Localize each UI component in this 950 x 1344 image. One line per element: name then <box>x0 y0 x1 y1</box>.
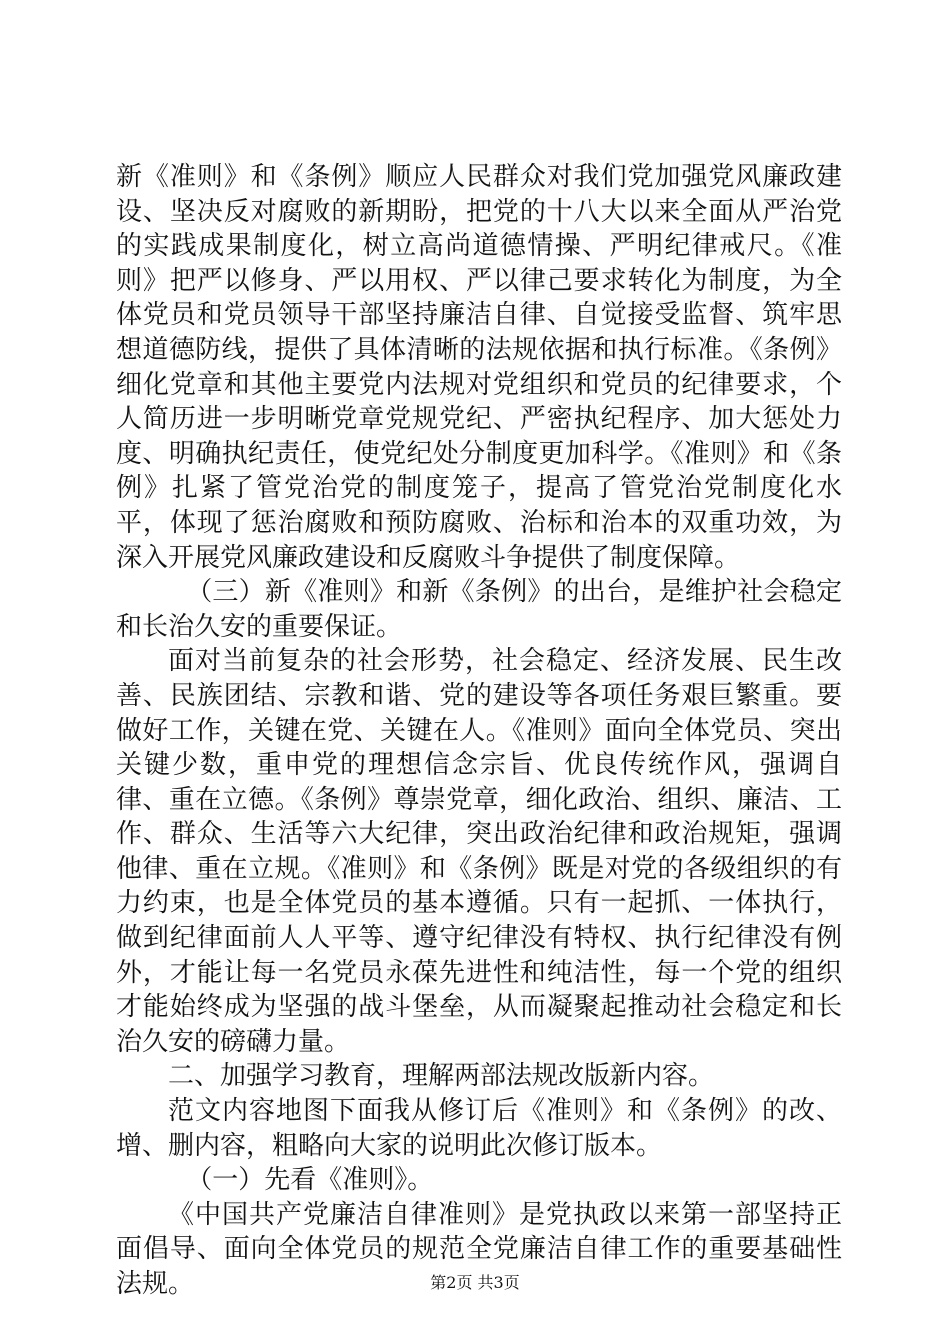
paragraph-1: 新《准则》和《条例》顺应人民群众对我们党加强党风廉政建设、坚决反对腐败的新期盼，把党的十八大以来全面从严治党的实践成果制度化，树立高尚道德情操、严明纪律戒尺。《准则》把严以修身、严以用权、严以律己要求转化为制度，为全体党员和党员领导干部坚持廉洁自律、自觉接受监督、筑牢思想道德防线，提供了具体清晰的法规依据和执行标准。《条例》细化党章和其他主要党内法规对党组织和党员的纪律要求，个人简历进一步明晰党章党规党纪、严密执纪程序、加大惩处力度、明确执纪责任，使党纪处分制度更加科学。《准则》和《条例》扎紧了管党治党的制度笼子，提高了管党治党制度化水平，体现了惩治腐败和预防腐败、治标和治本的双重功效，为深入开展党风廉政建设和反腐败斗争提供了制度保障。 <box>116 162 842 573</box>
subsection-heading-1: （一）先看《准则》。 <box>186 1165 434 1196</box>
paragraph-7: 《中国共产党廉洁自律准则》是党执政以来第一部坚持正面倡导、面向全体党员的规范全党廉洁自律工作的重要基础性法规。 <box>116 1199 842 1299</box>
paragraph-3: 面对当前复杂的社会形势，社会稳定、经济发展、民生改善、民族团结、宗教和谐、党的建设等各项任务艰巨繁重。要做好工作，关键在党、关键在人。《准则》面向全体党员、突出关键少数，重申党的理想信念宗旨、优良传统作风，强调自律、重在立德。《条例》尊崇党章，细化政治、组织、廉洁、工作、群众、生活等六大纪律，突出政治纪律和政治规矩，强调他律、重在立规。《准则》和《条例》既是对党的各级组织的有力约束，也是全体党员的基本遵循。只有一起抓、一体执行，做到纪律面前人人平等、遵守纪律没有特权、执行纪律没有例外，才能让每一名党员永葆先进性和纯洁性，每一个党的组织才能始终成为坚强的战斗堡垒，从而凝聚起推动社会稳定和长治久安的磅礴力量。 <box>116 646 842 1057</box>
section-heading-2: 二、加强学习教育，理解两部法规改版新内容。 <box>168 1061 715 1092</box>
document-body <box>116 160 842 1302</box>
page-number-footer: 第2页 共3页 <box>430 1273 520 1292</box>
paragraph-5: 范文内容地图下面我从修订后《准则》和《条例》的改、增、删内容，粗略向大家的说明此次修订版本。 <box>116 1096 842 1161</box>
paragraph-2: （三）新《准则》和新《条例》的出台，是维护社会稳定和长治久安的重要保证。 <box>116 577 842 642</box>
